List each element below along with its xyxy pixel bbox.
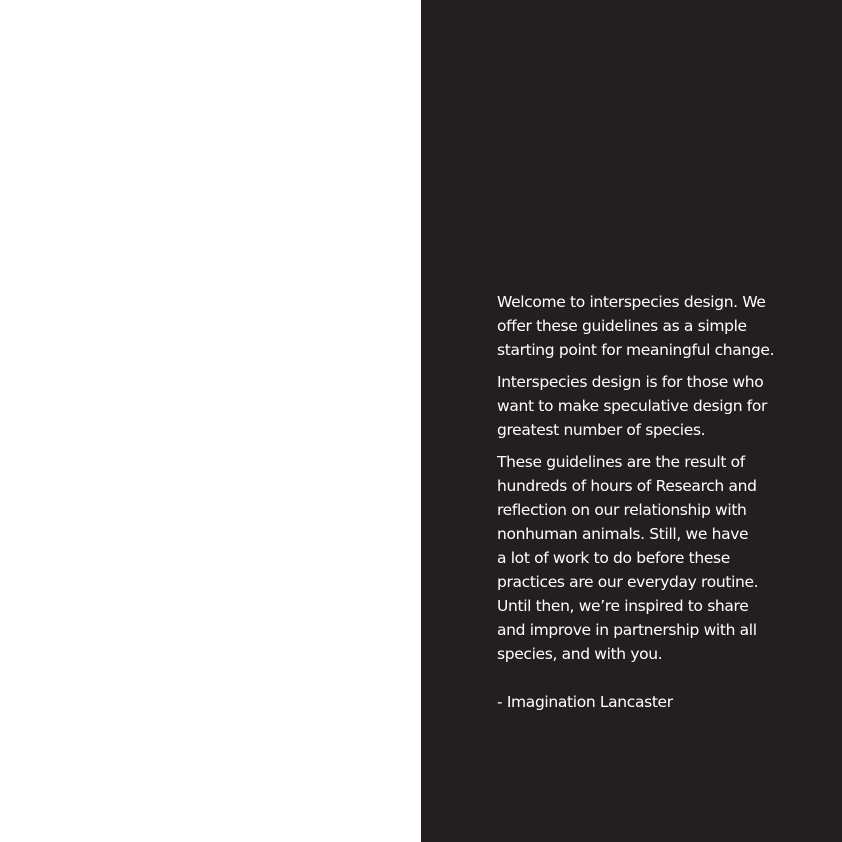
intro-paragraph-guidelines: These guidelines are the result of hundreds of hours of Research and reflection on our relationship with nonhuman animals. Still, we have a lot of work to do before these practices are our everyday routine. Until then, we’re inspired to share and improve in partnership with all species, and with you. bbox=[497, 453, 759, 663]
dark-right-page bbox=[421, 0, 842, 842]
intro-paragraph-welcome: Welcome to interspecies design. We offer these guidelines as a simple starting point for meaningful change. bbox=[497, 293, 775, 359]
intro-paragraph-purpose: Interspecies design is for those who want to make speculative design for greatest number of species. bbox=[497, 373, 768, 439]
intro-text-block bbox=[497, 290, 797, 714]
signature: - Imagination Lancaster bbox=[497, 693, 673, 711]
